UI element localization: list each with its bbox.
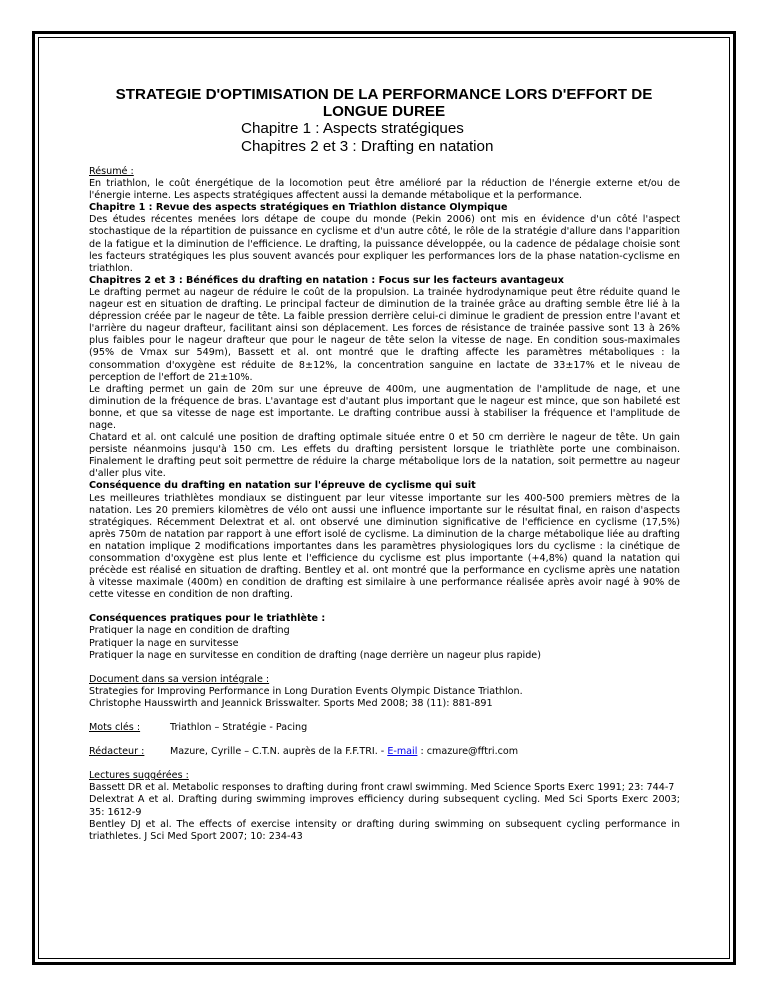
section-heading-chapters-2-3: Chapitres 2 et 3 : Bénéfices du drafting en natation : Focus sur les facteurs avantageux (89, 274, 564, 286)
email-link[interactable]: E-mail (387, 746, 418, 758)
paragraph-drafting-1: Le drafting permet au nageur de réduire le coût de la propulsion. La trainée hydrodynamique peut être réduite quand le nageur est en situation de drafting. Le principal facteur de diminution de la trainée grâce au drafting semble être lié à la dépression créée par le nageur de tête. La faible pression derrière celui-ci diminue le gradient de pression entre l'avant et l'arrière du nageur drafteur, facilitant ainsi son déplacement. Les forces de résistance de trainée passive sont 13 à 26% plus faibles pour le nageur drafteur que pour le nageur de tête selon la vitesse de nage. En condition sous-maximales (95% de Vmax sur 549m), Bassett et al. ont montré que le drafting affecte les paramètres métaboliques : la consommation d'oxygène est réduite de 8±12%, la concentration sanguine en lactate de 33±17% et le niveau de perception de l'effort de 21±10%. (89, 286, 680, 383)
consequences-heading: Conséquences pratiques pour le triathlète : (89, 613, 326, 625)
keywords-value: Triathlon – Stratégie - Pacing (170, 722, 308, 734)
title-line-1: STRATEGIE D'OPTIMISATION DE LA PERFORMANCE LORS D'EFFORT DE (115, 86, 653, 103)
title-line-2: LONGUE DUREE (322, 103, 446, 120)
resume-label: Résumé : (89, 166, 134, 177)
document-title (84, 86, 684, 120)
section-heading-cycling: Conséquence du drafting en natation sur l'épreuve de cyclisme qui suit (89, 480, 476, 492)
consequence-item: Pratiquer la nage en survitesse en condition de drafting (nage derrière un nageur plus rapide) (89, 649, 541, 661)
keywords-label: Mots clés : (89, 722, 141, 734)
subtitle-chapters-2-3: Chapitres 2 et 3 : Drafting en natation (241, 137, 494, 155)
document-source-authors: Christophe Hausswirth and Jeannick Brisswalter. Sports Med 2008; 38 (11): 881-891 (89, 697, 493, 709)
author-name: Mazure, Cyrille – C.T.N. auprès de la F.F.TRI. - (170, 746, 388, 758)
readings-label: Lectures suggérées : (89, 770, 189, 782)
author-email: : cmazure@fftri.com (417, 746, 519, 758)
paragraph-drafting-2: Le drafting permet un gain de 20m sur une épreuve de 400m, une augmentation de l'amplitude de nage, et une diminution de la fréquence de bras. L'avantage est d'autant plus important que le nageur est mince, que son habileté est bonne, et que sa vitesse de nage est importante. Le drafting contribue aussi à stabiliser la fréquence et l'amplitude de nage. (89, 383, 680, 431)
keywords-row (89, 722, 680, 734)
subtitle-block (89, 120, 680, 155)
subtitle-chapter-1: Chapitre 1 : Aspects stratégiques (241, 120, 464, 137)
reading-item: Bentley DJ et al. The effects of exercise intensity or drafting during swimming on subsequent cycling performance in triathletes. J Sci Med Sport 2007; 10: 234-43 (89, 818, 680, 842)
consequence-item: Pratiquer la nage en survitesse (89, 637, 239, 649)
resume-intro: En triathlon, le coût énergétique de la locomotion peut être amélioré par la réduction de l'énergie externe et/ou de l'énergie interne. Les aspects stratégiques affectent aussi la demande métabolique et la performance. (89, 178, 680, 202)
document-source-title: Strategies for Improving Performance in Long Duration Events Olympic Distance Triathlon. (89, 685, 523, 697)
paragraph-drafting-3: Chatard et al. ont calculé une position de drafting optimale située entre 0 et 50 cm derrière le nageur de tête. Un gain persiste néanmoins jusqu'à 150 cm. Les effets du drafting persistent lorsque le triathlète porte une combinaison. Finalement le drafting peut soit permettre de réduire la charge métabolique lors de la natation, soit permettre au nageur d'aller plus vite. (89, 432, 680, 480)
section-heading-chapter-1: Chapitre 1 : Revue des aspects stratégiques en Triathlon distance Olympique (89, 202, 508, 214)
paragraph-chapter-1: Des études récentes menées lors détape de coupe du monde (Pekin 2006) ont mis en évidence d'un côté l'aspect stochastique de la répartition de puissance en cyclisme et d'un autre côté, le rôle de la stratégie d'allure dans l'apparition de la fatigue et la diminution de l'efficience. Le drafting, la puissance développée, ou la cadence de pédalage choisie sont les facteurs stratégiques les plus souvent avancés pour expliquer les performances lors de la phase natation-cyclisme en triathlon. (89, 214, 680, 274)
reading-item: Bassett DR et al. Metabolic responses to drafting during front crawl swimming. Med Science Sports Exerc 1991; 23: 744-7 (89, 782, 675, 794)
document-body (89, 86, 680, 843)
document-source-label: Document dans sa version intégrale : (89, 673, 270, 685)
author-value (170, 746, 518, 758)
author-row (89, 746, 680, 758)
reading-item: Delextrat A et al. Drafting during swimming improves efficiency during subsequent cycling. Med Sci Sports Exerc 2003; 35: 1612-9 (89, 794, 680, 818)
paragraph-cycling: Les meilleures triathlètes mondiaux se distinguent par leur vitesse importante sur les 400-500 premiers mètres de la natation. Les 20 premiers kilomètres de vélo ont aussi une influence importante sur le résultat final, en raison d'aspects stratégiques. Récemment Delextrat et al. ont observé une diminution significative de l'efficience en cyclisme (17,5%) après 750m de natation par rapport à une effort isolé de cyclisme. La diminution de la charge métabolique liée au drafting en natation implique 2 modifications importantes dans les paramètres physiologiques lors du cyclisme : la cinétique de consommation d'oxygène est plus lente et l'efficience du cyclisme est plus importante (+4,8%) quand la natation qui précède est réalisé en situation de drafting. Bentley et al. ont montré que la performance en cyclisme après une natation à vitesse maximale (400m) en condition de drafting est similaire à une performance réalisée après avoir nagé à 90% de cette vitesse en condition de non drafting. (89, 492, 680, 601)
consequence-item: Pratiquer la nage en condition de drafting (89, 625, 290, 637)
author-label: Rédacteur : (89, 746, 145, 758)
